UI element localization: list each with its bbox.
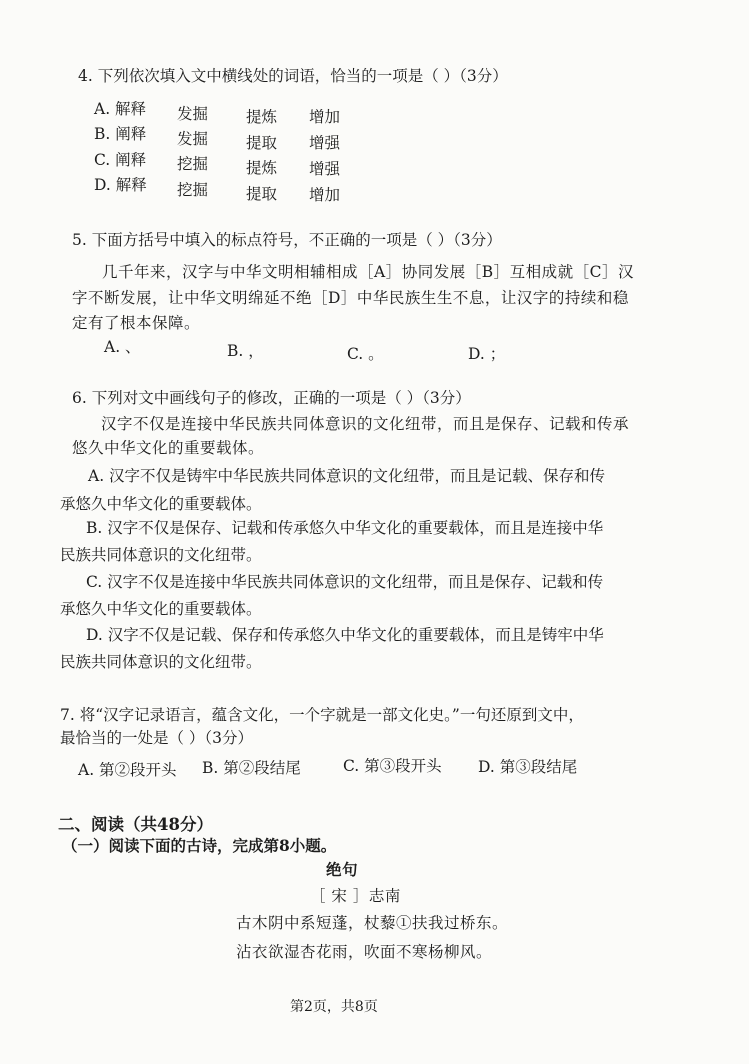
q4-option-a-word1: 发掘: [177, 105, 209, 123]
q7-option-c: C. 第③段开头: [343, 757, 442, 775]
q5-option-b: B. ，: [227, 342, 264, 360]
q4-option-a-label: A. 解释: [94, 100, 147, 118]
q6-option-d-line2: 民族共同体意识的文化纽带。: [60, 653, 262, 671]
poem-line: 沾衣欲湿杏花雨，吹面不寒杨柳风。: [236, 943, 493, 961]
q7-option-d: D. 第③段结尾: [478, 758, 578, 776]
q6-option-c-line1: C. 汉字不仅是连接中华民族共同体意识的文化纽带，而且是保存、记载和传: [86, 573, 604, 591]
poem-line: 古木阴中系短蓬，杖藜①扶我过桥东。: [236, 914, 509, 932]
q4-option-b-word1: 发掘: [177, 130, 209, 148]
q5-passage-line: 字不断发展，让中华文明绵延不绝［D］中华民族生生不息，让汉字的持续和稳: [72, 289, 629, 307]
q4-stem: 4. 下列依次填入文中横线处的词语，恰当的一项是（ ）（3分）: [78, 67, 508, 85]
poem-author: ［ 宋 ］志南: [310, 887, 401, 905]
q5-passage-line: 几千年来，汉字与中华文明相辅相成［A］协同发展［B］互相成就［C］汉: [102, 263, 634, 281]
q4-option-c-word2: 提炼: [246, 159, 278, 177]
q4-option-b-label: B. 阐释: [94, 125, 147, 143]
q6-stem: 6. 下列对文中画线句子的修改，正确的一项是（ ）（3分）: [72, 389, 471, 407]
q5-stem: 5. 下面方括号中填入的标点符号，不正确的一项是（ ）（3分）: [72, 231, 502, 249]
q4-option-c-word1: 挖掘: [177, 155, 209, 173]
section-heading: 二、阅读（共48分）: [58, 815, 213, 834]
q4-option-c-word3: 增强: [309, 160, 341, 178]
q6-option-a-line2: 承悠久中华文化的重要载体。: [60, 495, 262, 513]
q7-stem-line2: 最恰当的一处是（ ）（3分）: [60, 729, 254, 747]
q6-quote-line: 汉字不仅是连接中华民族共同体意识的文化纽带，而且是保存、记载和传承: [101, 415, 630, 433]
q5-option-c: C. 。: [347, 345, 384, 363]
q6-option-a-line1: A. 汉字不仅是铸牢中华民族共同体意识的文化纽带，而且是记载、保存和传: [88, 467, 606, 485]
q4-option-b-word3: 增强: [309, 134, 341, 152]
q4-option-a-word2: 提炼: [246, 108, 278, 126]
q7-option-a: A. 第②段开头: [78, 761, 177, 779]
q5-passage-line: 定有了根本保障。: [72, 314, 201, 332]
q4-option-a-word3: 增加: [309, 108, 341, 126]
q6-option-b-line2: 民族共同体意识的文化纽带。: [60, 546, 262, 564]
q7-option-b: B. 第②段结尾: [202, 759, 301, 777]
q7-stem-line1: 7. 将“汉字记录语言，蕴含文化，一个字就是一部文化史。”一句还原到文中，: [60, 706, 584, 724]
page-footer: 第2页，共8页: [290, 999, 378, 1015]
q4-option-d-word1: 挖掘: [177, 181, 209, 199]
q4-option-b-word2: 提取: [246, 134, 278, 152]
q4-option-d-label: D. 解释: [94, 176, 147, 194]
q4-option-d-word3: 增加: [309, 186, 341, 204]
q6-option-b-line1: B. 汉字不仅是保存、记载和传承悠久中华文化的重要载体，而且是连接中华: [86, 519, 604, 537]
q5-option-a: A. 、: [104, 338, 141, 356]
poem-title: 绝句: [326, 860, 359, 879]
q6-quote-line: 悠久中华文化的重要载体。: [72, 439, 265, 457]
q4-option-c-label: C. 阐释: [94, 151, 147, 169]
q6-option-c-line2: 承悠久中华文化的重要载体。: [60, 600, 262, 618]
q4-option-d-word2: 提取: [246, 185, 278, 203]
q5-option-d: D. ；: [468, 345, 506, 363]
q6-option-d-line1: D. 汉字不仅是记载、保存和传承悠久中华文化的重要载体，而且是铸牢中华: [86, 626, 604, 644]
section-subheading: （一）阅读下面的古诗，完成第8小题。: [62, 836, 337, 855]
